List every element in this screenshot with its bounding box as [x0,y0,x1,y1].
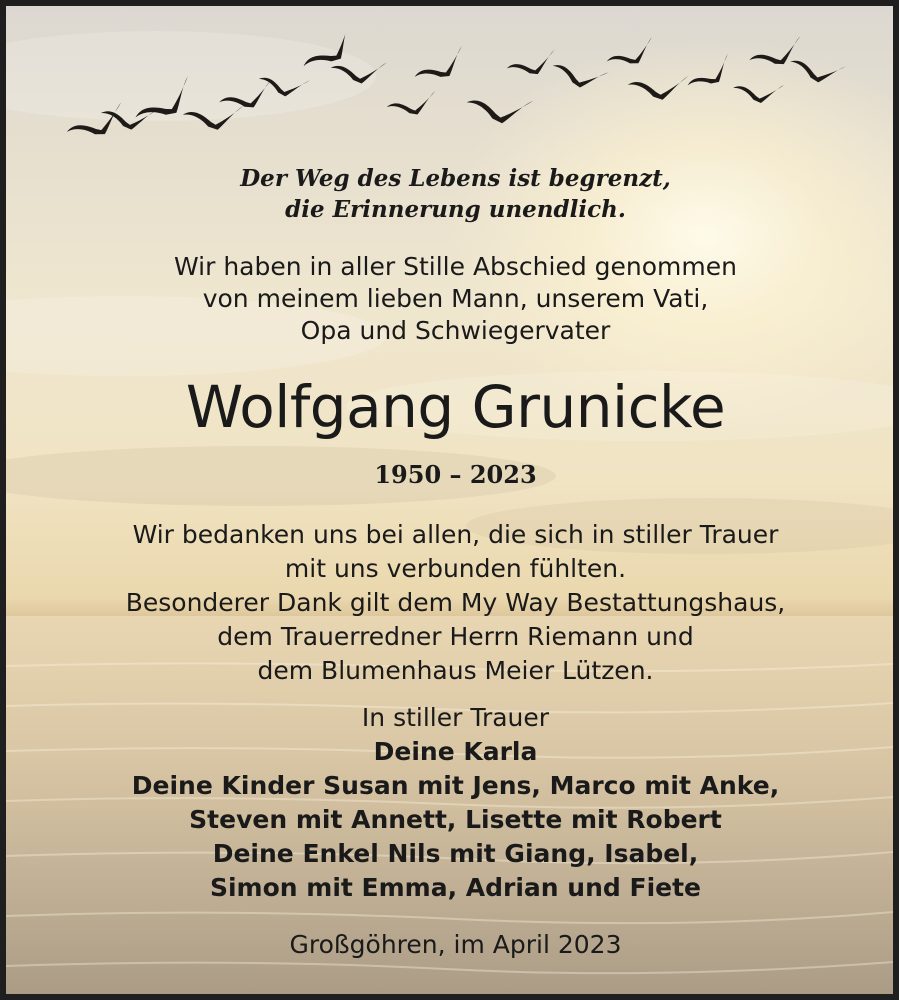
motto [12,163,899,225]
bird-icon [604,37,658,71]
thanks-line: dem Trauerredner Herrn Riemann und [217,622,694,651]
bird-icon [256,67,310,101]
motto-line: die Erinnerung unendlich. [285,196,626,223]
mourner-line: Deine Kinder Susan mit Jens, Marco mit Anke, [131,771,780,800]
mourner-line: Deine Karla [373,737,538,766]
mourning-label: In stiller Trauer [361,703,550,732]
bird-icon [464,87,534,128]
thanks-line: dem Blumenhaus Meier Lützen. [257,656,654,685]
bird-icon [182,100,244,132]
intro-text [12,251,899,347]
mourner-line: Steven mit Annett, Lisette mit Robert [189,805,722,834]
mourner-line: Simon mit Emma, Adrian und Fiete [209,873,702,902]
place-and-date: Großgöhren, im April 2023 [289,930,622,959]
bird-icon [682,54,737,95]
thanks-text [12,518,899,688]
thanks-line: Wir bedanken uns bei allen, die sich in stiller Trauer [132,520,779,549]
bird-icon [386,91,438,117]
bird-icon [747,36,806,71]
bird-icon [505,50,558,79]
motto-line: Der Weg des Lebens ist begrenzt, [240,165,671,192]
thanks-line: mit uns verbunden fühlten. [284,554,627,583]
intro-line: Opa und Schwiegervater [300,316,611,345]
thanks-line: Besonderer Dank gilt dem My Way Bestattungshaus, [125,588,786,617]
bird-icon [549,53,609,95]
intro-line: Wir haben in aller Stille Abschied genommen [174,252,737,281]
intro-line: von meinem lieben Mann, unserem Vati, [202,284,709,313]
bird-icon [787,49,846,89]
bird-icon [217,80,275,113]
deceased-name: Wolfgang Grunicke [185,373,726,441]
bird-icon [66,102,128,143]
bird-icon [329,55,387,87]
bird-icon [627,70,689,102]
mourners-list [12,735,899,905]
bird-icon [410,46,470,88]
bird-icon [296,34,361,77]
flock-of-birds-icon [66,34,846,164]
bird-icon [731,76,784,106]
mourner-line: Deine Enkel Nils mit Giang, Isabel, [212,839,699,868]
life-dates: 1950 – 2023 [374,460,537,489]
